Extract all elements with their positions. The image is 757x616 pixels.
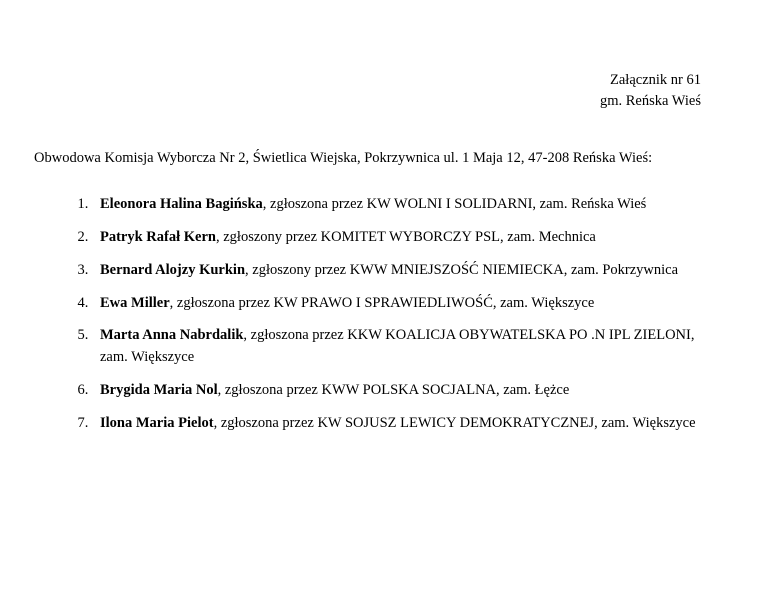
candidate-details: , zgłoszona przez KW WOLNI I SOLIDARNI, zam. Reńska Wieś <box>262 196 647 213</box>
list-item <box>92 325 723 369</box>
candidate-name: Patryk Rafał Kern <box>100 229 216 246</box>
document-header <box>34 70 723 112</box>
municipality-name: gm. Reńska Wieś <box>599 93 701 110</box>
candidate-name: Eleonora Halina Bagińska <box>100 196 263 213</box>
candidate-name: Ewa Miller <box>100 294 170 311</box>
list-item <box>92 293 723 315</box>
list-item <box>92 194 723 216</box>
list-item <box>92 413 723 435</box>
candidate-details: , zgłoszony przez KWW MNIEJSZOŚĆ NIEMIECKA, zam. Pokrzywnica <box>245 261 679 278</box>
candidate-details: , zgłoszona przez KW PRAWO I SPRAWIEDLIWOŚĆ, zam. Większyce <box>169 294 595 311</box>
candidate-name: Ilona Maria Pielot <box>100 414 214 431</box>
candidate-name: Marta Anna Nabrdalik <box>100 327 244 344</box>
candidate-details: , zgłoszona przez KWW POLSKA SOCJALNA, zam. Łężce <box>217 381 570 398</box>
candidate-details: , zgłoszona przez KKW KOALICJA OBYWATELSKA PO .N IPL ZIELONI, zam. Większyce <box>100 327 695 366</box>
candidate-list <box>34 194 723 434</box>
candidate-details: , zgłoszona przez KW SOJUSZ LEWICY DEMOKRATYCZNEJ, zam. Większyce <box>213 414 696 431</box>
document-page <box>0 70 757 616</box>
candidate-name: Brygida Maria Nol <box>100 381 218 398</box>
list-item <box>92 260 723 282</box>
list-item <box>92 380 723 402</box>
list-item <box>92 227 723 249</box>
attachment-number: Załącznik nr 61 <box>610 72 701 88</box>
candidate-name: Bernard Alojzy Kurkin <box>100 261 246 278</box>
candidate-details: , zgłoszony przez KOMITET WYBORCZY PSL, zam. Mechnica <box>215 229 596 246</box>
commission-heading: Obwodowa Komisja Wyborcza Nr 2, Świetlica Wiejska, Pokrzywnica ul. 1 Maja 12, 47-208 Reńska Wieś: <box>34 150 653 167</box>
